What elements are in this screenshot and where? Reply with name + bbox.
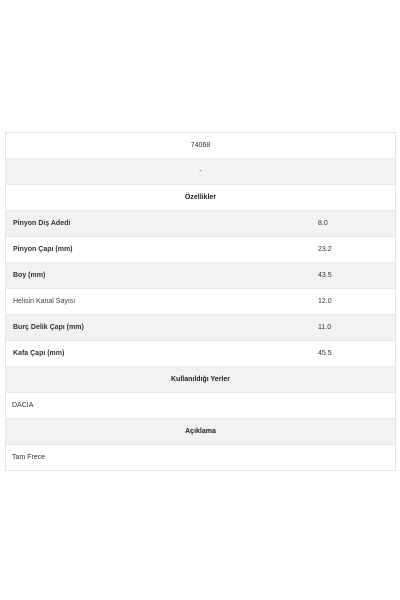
table-row-dash [6, 159, 396, 185]
feature-label: Kafa Çapı (mm) [6, 341, 314, 367]
description-header-row [6, 419, 396, 445]
table-row [6, 289, 396, 315]
feature-value: 45.5 [313, 341, 396, 367]
usage-header: Kullanıldığı Yerler [6, 367, 396, 393]
feature-value: 12.0 [313, 289, 396, 315]
product-code: 74068 [190, 142, 211, 149]
table-row [6, 211, 396, 237]
features-header: Özellikler [6, 185, 396, 211]
feature-label: Pinyon Çapı (mm) [6, 237, 314, 263]
table-row [6, 341, 396, 367]
feature-value: 23.2 [313, 237, 396, 263]
usage-value: DACIA [6, 393, 396, 419]
table-row [6, 315, 396, 341]
table-row [6, 237, 396, 263]
feature-label: Helisin Kanal Sayısı [6, 289, 314, 315]
table-row-code [6, 133, 396, 159]
usage-header-row [6, 367, 396, 393]
description-value: Tam Frece [6, 445, 396, 471]
feature-value: 8.0 [313, 211, 396, 237]
spec-table [5, 132, 396, 471]
feature-value: 11.0 [313, 315, 396, 341]
feature-label: Pinyon Diş Adedi [6, 211, 314, 237]
description-row [6, 445, 396, 471]
description-header: Açıklama [6, 419, 396, 445]
feature-label: Burç Delik Çapı (mm) [6, 315, 314, 341]
feature-value: 43.5 [313, 263, 396, 289]
features-header-row [6, 185, 396, 211]
usage-row [6, 393, 396, 419]
dash-value: - [6, 159, 396, 185]
feature-label: Boy (mm) [6, 263, 314, 289]
table-row [6, 263, 396, 289]
